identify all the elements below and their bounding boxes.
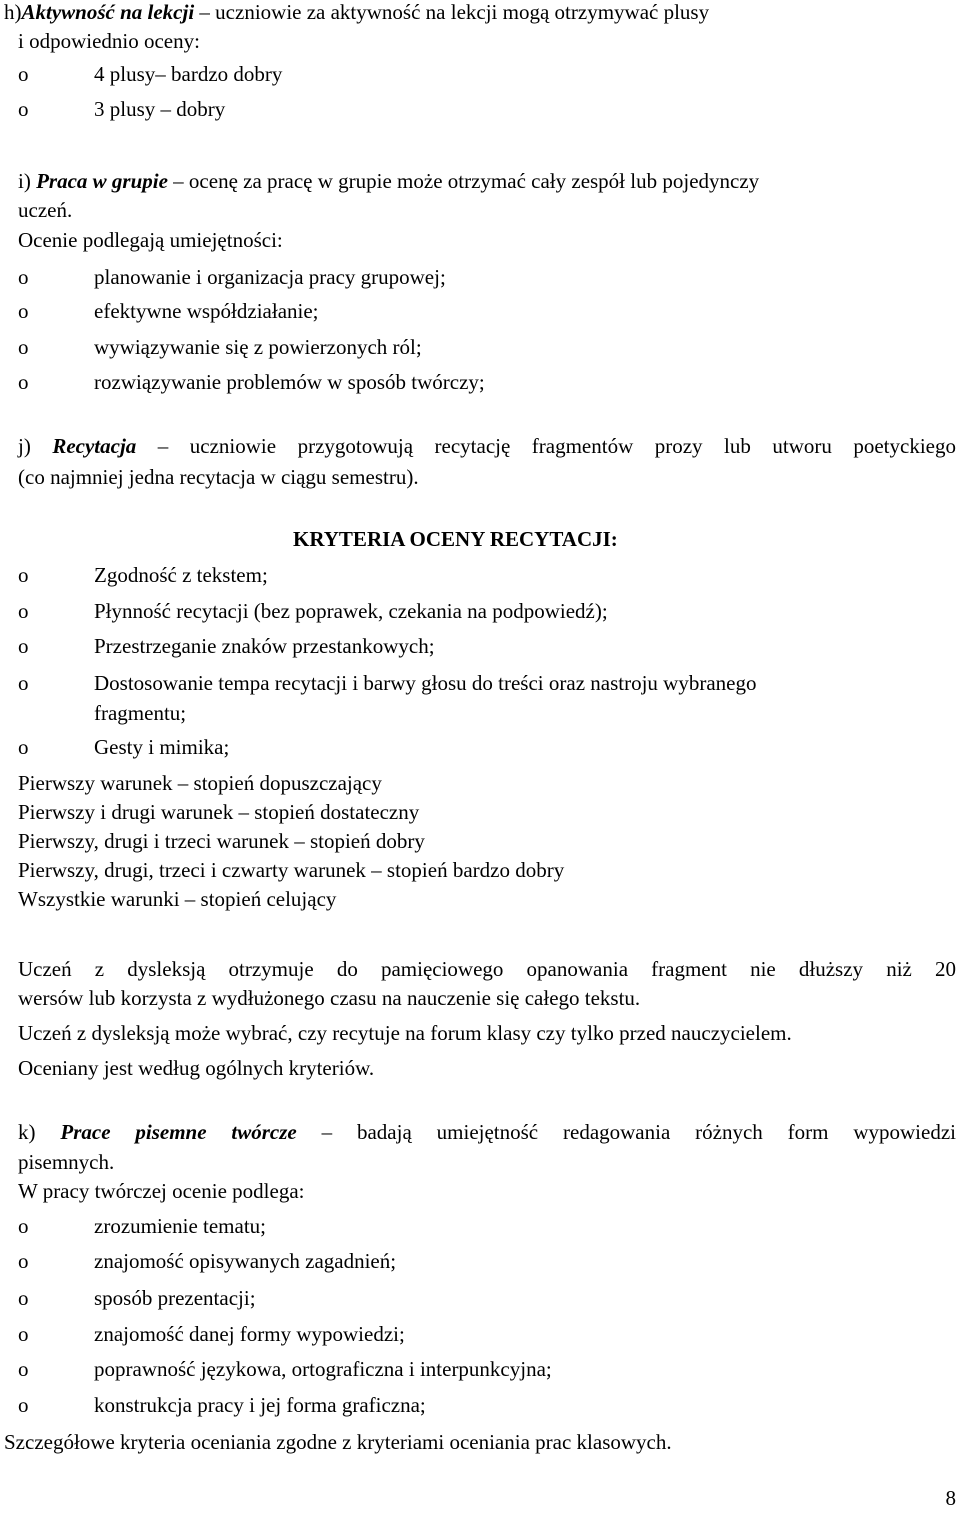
bullet-marker: o bbox=[18, 634, 29, 658]
bullet-marker: o bbox=[18, 1214, 29, 1238]
section-k-line1 bbox=[18, 1120, 956, 1145]
bullet-marker: o bbox=[18, 1286, 29, 1310]
grade-line: Pierwszy warunek – stopień dopuszczający bbox=[18, 771, 382, 795]
list-item: konstrukcja pracy i jej forma graficzna; bbox=[94, 1393, 426, 1417]
list-item: znajomość danej formy wypowiedzi; bbox=[94, 1322, 405, 1346]
bullet-marker: o bbox=[18, 1322, 29, 1346]
section-h-title: Aktywność na lekcji bbox=[21, 0, 195, 24]
bullet-marker: o bbox=[18, 563, 29, 587]
section-j-text: – uczniowie przygotowują recytację fragmentów prozy lub utworu poetyckiego bbox=[136, 434, 956, 458]
list-item: wywiązywanie się z powierzonych ról; bbox=[94, 335, 422, 359]
bullet-marker: o bbox=[18, 735, 29, 759]
section-k-title: Prace pisemne twórcze bbox=[60, 1120, 297, 1144]
bullet-marker: o bbox=[18, 299, 29, 323]
bullet-marker: o bbox=[18, 599, 29, 623]
section-j-title: Recytacja bbox=[52, 434, 137, 458]
section-h-text: – uczniowie za aktywność na lekcji mogą otrzymywać plusy bbox=[194, 0, 710, 24]
dyslexia-line1: Uczeń z dysleksją otrzymuje do pamięciowego opanowania fragment nie dłuższy niż 20 bbox=[18, 957, 956, 981]
list-item: efektywne współdziałanie; bbox=[94, 299, 319, 323]
bullet-marker: o bbox=[18, 1393, 29, 1417]
section-k-intro: W pracy twórczej ocenie podlega: bbox=[18, 1179, 305, 1203]
criteria-heading: KRYTERIA OCENY RECYTACJI: bbox=[293, 527, 618, 551]
bullet-marker: o bbox=[18, 97, 29, 121]
bullet-marker: o bbox=[18, 1357, 29, 1381]
criteria-item-continuation: fragmentu; bbox=[94, 701, 187, 725]
list-item: znajomość opisywanych zagadnień; bbox=[94, 1249, 397, 1273]
bullet-marker: o bbox=[18, 370, 29, 394]
grade-line: Wszystkie warunki – stopień celujący bbox=[18, 887, 337, 911]
section-k-line2: pisemnych. bbox=[18, 1150, 115, 1174]
criteria-item: Gesty i mimika; bbox=[94, 735, 230, 759]
list-item: zrozumienie tematu; bbox=[94, 1214, 267, 1238]
dyslexia-line4: Oceniany jest według ogólnych kryteriów. bbox=[18, 1056, 375, 1080]
dyslexia-line3: Uczeń z dysleksją może wybrać, czy recytuje na forum klasy czy tylko przed nauczycielem. bbox=[18, 1021, 792, 1045]
bullet-marker: o bbox=[18, 265, 29, 289]
bullet-marker: o bbox=[18, 335, 29, 359]
list-item: planowanie i organizacja pracy grupowej; bbox=[94, 265, 446, 289]
bullet-marker: o bbox=[18, 671, 29, 695]
criteria-item: Płynność recytacji (bez poprawek, czekania na podpowiedź); bbox=[94, 599, 608, 623]
list-item: 3 plusy – dobry bbox=[94, 97, 226, 121]
section-i-line1 bbox=[18, 169, 759, 194]
section-j-letter: j) bbox=[18, 434, 31, 458]
section-k-letter: k) bbox=[18, 1120, 36, 1144]
section-j-line1 bbox=[18, 434, 956, 459]
page-number: 8 bbox=[945, 1486, 956, 1510]
section-i-intro: Ocenie podlegają umiejętności: bbox=[18, 228, 283, 252]
section-k-text: – badają umiejętność redagowania różnych form wypowiedzi bbox=[296, 1120, 956, 1144]
section-i-letter: i) bbox=[18, 169, 31, 193]
section-h-line1 bbox=[4, 0, 709, 25]
section-i-line2: uczeń. bbox=[18, 198, 73, 222]
list-item: 4 plusy– bardzo dobry bbox=[94, 62, 283, 86]
closing-line: Szczegółowe kryteria oceniania zgodne z kryteriami oceniania prac klasowych. bbox=[4, 1430, 672, 1454]
section-h-letter: h) bbox=[4, 0, 22, 24]
section-i-text: – ocenę za pracę w grupie może otrzymać cały zespół lub pojedynczy bbox=[167, 169, 760, 193]
section-i-title: Praca w grupie bbox=[36, 169, 168, 193]
grade-line: Pierwszy, drugi, trzeci i czwarty warunek – stopień bardzo dobry bbox=[18, 858, 565, 882]
criteria-item: Dostosowanie tempa recytacji i barwy głosu do treści oraz nastroju wybranego bbox=[94, 671, 757, 695]
bullet-marker: o bbox=[18, 1249, 29, 1273]
dyslexia-line2: wersów lub korzysta z wydłużonego czasu na nauczenie się całego tekstu. bbox=[18, 986, 641, 1010]
section-j-line2: (co najmniej jedna recytacja w ciągu semestru). bbox=[18, 465, 419, 489]
criteria-item: Przestrzeganie znaków przestankowych; bbox=[94, 634, 435, 658]
list-item: rozwiązywanie problemów w sposób twórczy; bbox=[94, 370, 485, 394]
grade-line: Pierwszy i drugi warunek – stopień dostateczny bbox=[18, 800, 420, 824]
list-item: poprawność językowa, ortograficzna i interpunkcyjna; bbox=[94, 1357, 552, 1381]
criteria-item: Zgodność z tekstem; bbox=[94, 563, 268, 587]
section-h-line2: i odpowiednio oceny: bbox=[18, 29, 200, 53]
grade-line: Pierwszy, drugi i trzeci warunek – stopień dobry bbox=[18, 829, 425, 853]
bullet-marker: o bbox=[18, 62, 29, 86]
list-item: sposób prezentacji; bbox=[94, 1286, 256, 1310]
